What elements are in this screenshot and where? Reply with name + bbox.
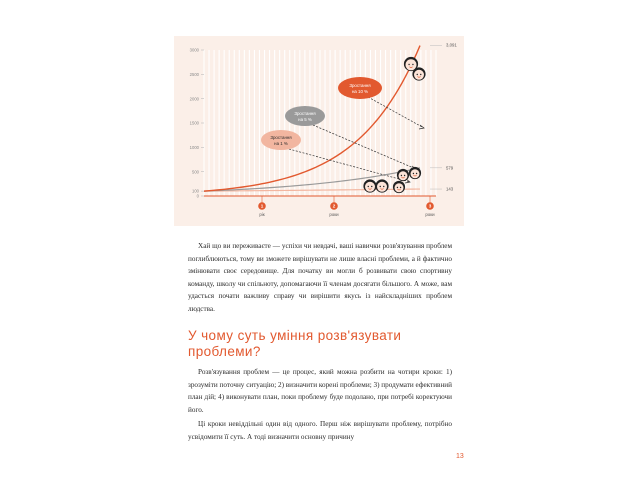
face-low-1-eye — [368, 186, 369, 187]
series-end-label: 3,091 — [446, 42, 457, 48]
x-point-label: роки — [329, 212, 339, 217]
callout-line-2: на 10 % — [351, 89, 369, 94]
callout-arrow — [289, 149, 410, 182]
x-point-label: роки — [425, 212, 435, 217]
y-tick-label: 2500 — [189, 71, 199, 77]
growth-chart — [174, 36, 464, 226]
callout-line-2: на 5 % — [298, 117, 312, 122]
face-low-2-face — [377, 182, 387, 192]
callout-line-1: Зростання — [294, 111, 316, 116]
x-point-number: 3 — [428, 203, 432, 209]
section-heading: У чому суть уміння розв'язувати проблеми? — [188, 328, 402, 359]
page-number: 13 — [456, 453, 464, 460]
face-top-2-face — [414, 70, 424, 80]
paragraph-1-text: Хай що ви переживаєте — успіхи чи невдачі, ваші навички розв'язування проблем поглиблюються, тому ви зможете вирішувати не лише власні проблеми, а й фактично змінювати своє середовище. Для початку ви могли б розвивати свою спортивну команду, школу чи спільноту, допомагаючи її членам досягати більшого. А може, вам удасться почати важливу справу чи вирішити якусь із найскладніших проблем людства. — [188, 242, 452, 313]
face-top-2-eye — [420, 74, 421, 75]
y-tick-label: 100 — [192, 188, 199, 194]
face-low-3-eye — [400, 187, 401, 188]
face-mid-2-face — [411, 169, 420, 178]
face-mid-2-eye — [413, 173, 414, 174]
y-tick-label: 2000 — [189, 96, 199, 102]
callout-bubble — [261, 130, 301, 150]
face-low-3-face — [395, 183, 404, 192]
y-tick-label: 0 — [196, 193, 199, 199]
paragraph-1 — [188, 240, 452, 316]
series-end-label: 143 — [446, 186, 454, 192]
series-end-labels — [430, 43, 457, 192]
x-point-label: рік — [259, 212, 265, 217]
paragraph-3-text: Ці кроки невіддільні один від одного. Перш ніж вирішувати проблему, потрібно усвідомити її суть. А тоді визначити основну причину — [188, 420, 452, 441]
face-top-1-face — [406, 59, 417, 70]
callout-bubble — [285, 106, 325, 126]
x-point-number: 2 — [332, 203, 336, 209]
face-mid-2-eye — [416, 173, 417, 174]
face-low-2-eye — [380, 186, 381, 187]
paragraph-2-text: Розв'язування проблем — це процес, який можна розбити на чотири кроки: 1) зрозуміти поточну ситуацію; 2) визначити корені проблеми; 3) продумати ефективний план дій; 4) виконувати план, поки проблему буде подолано, при потребі коректуючи його. — [188, 368, 452, 414]
face-low-2-eye — [383, 186, 384, 187]
face-mid-1-eye — [401, 175, 402, 176]
face-mid-1-eye — [404, 175, 405, 176]
face-top-1-eye — [408, 64, 409, 65]
callout-line-1: Зростання — [270, 135, 292, 140]
face-low-1-eye — [371, 186, 372, 187]
face-top-1-eye — [412, 64, 413, 65]
growth-chart-svg — [174, 36, 464, 226]
face-low-3-eye — [397, 187, 398, 188]
callout-line-2: на 1 % — [274, 141, 288, 146]
callout-bubble — [338, 77, 382, 99]
y-axis-ticks — [190, 48, 204, 199]
x-axis-points — [258, 196, 435, 217]
face-top-2-eye — [417, 74, 418, 75]
y-tick-label: 1500 — [189, 120, 199, 126]
callout-line-1: Зростання — [349, 83, 371, 88]
paragraph-3 — [188, 418, 452, 443]
paragraph-2 — [188, 366, 452, 416]
y-tick-label: 3000 — [189, 47, 199, 53]
face-mid-1-face — [399, 171, 408, 180]
x-point-number: 1 — [260, 203, 264, 209]
y-tick-label: 500 — [192, 169, 199, 175]
series-end-label: 579 — [446, 165, 454, 171]
face-low-1-face — [365, 182, 375, 192]
y-tick-label: 1000 — [189, 144, 199, 150]
